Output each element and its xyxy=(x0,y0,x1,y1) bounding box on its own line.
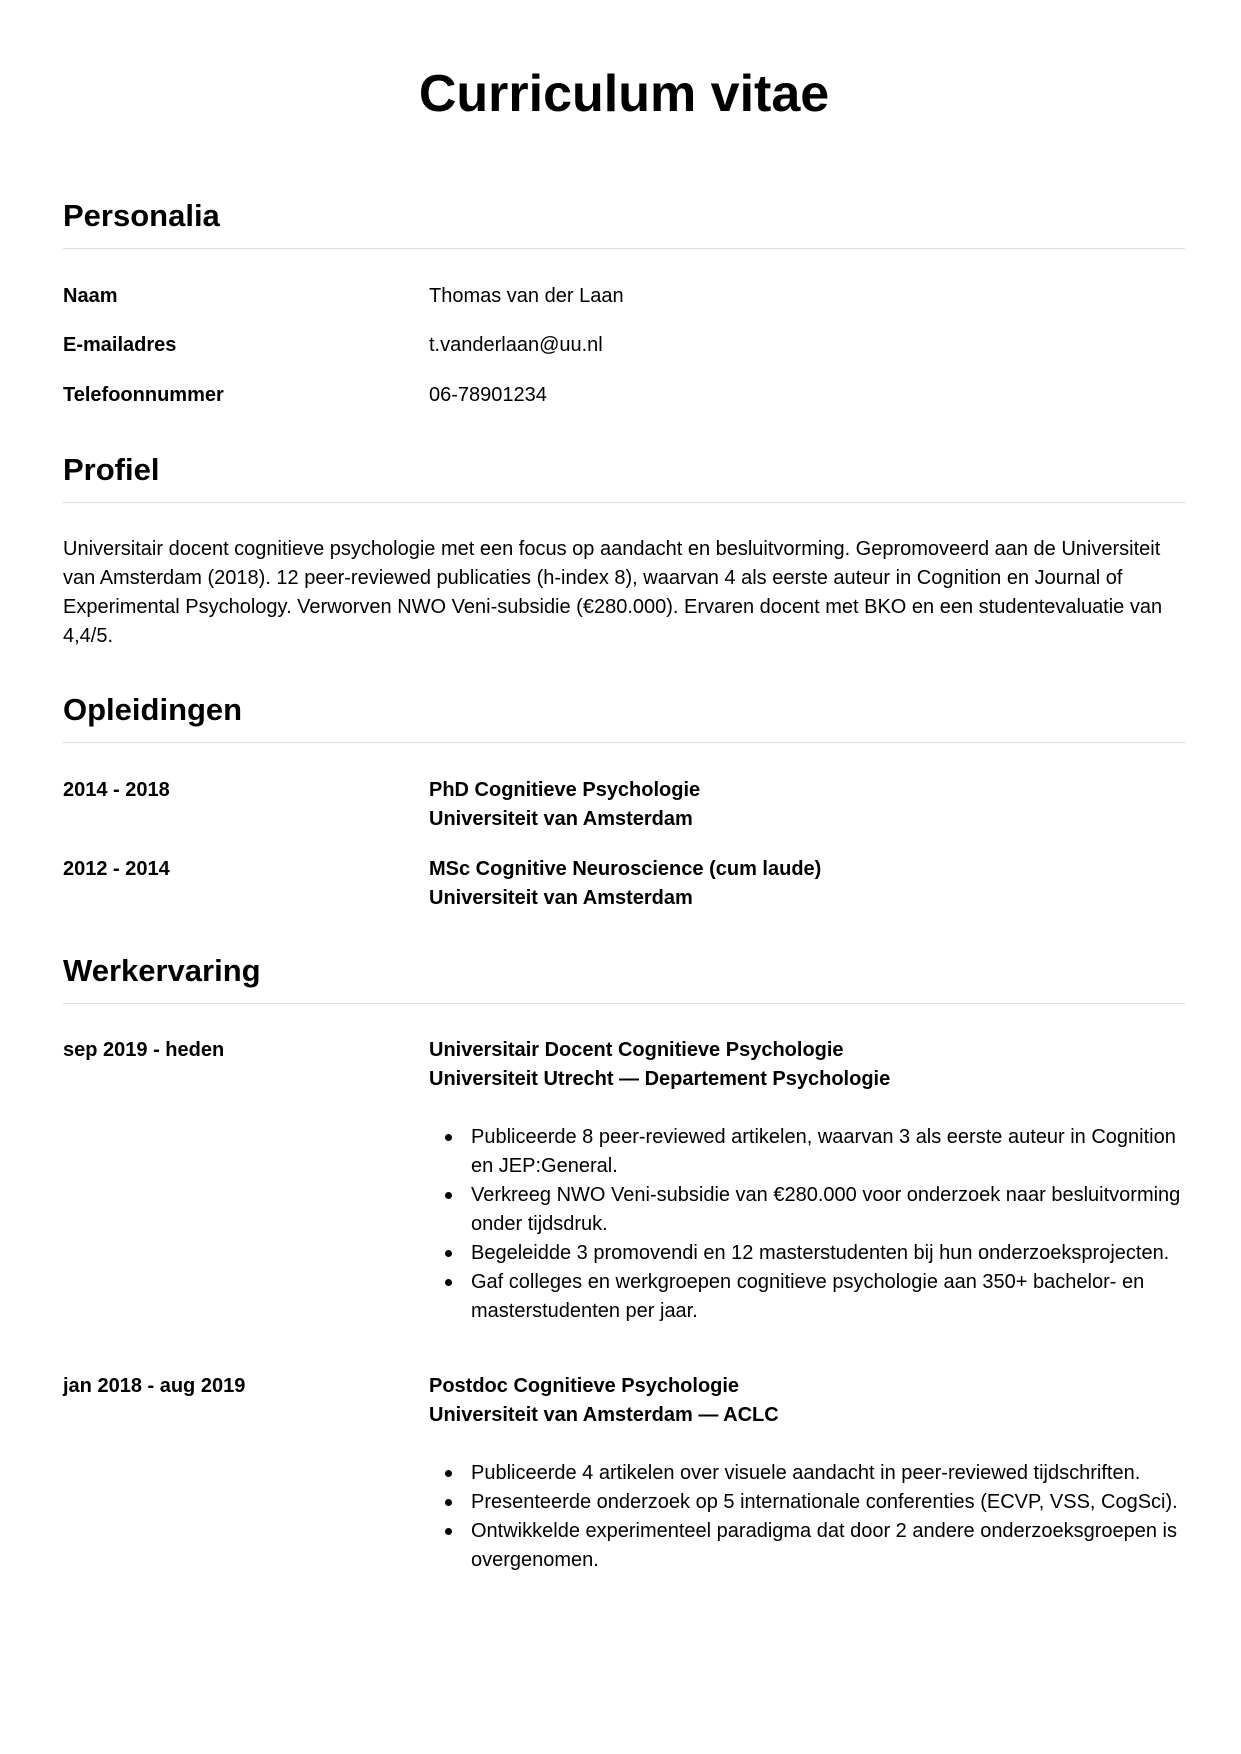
education-details xyxy=(429,776,1185,834)
work-achievement: Publiceerde 4 artikelen over visuele aandacht in peer-reviewed tijdschriften. xyxy=(471,1459,1185,1488)
work-period: sep 2019 - heden xyxy=(63,1039,225,1061)
work-achievement: Begeleidde 3 promovendi en 12 masterstudenten bij hun onderzoeksprojecten. xyxy=(471,1239,1185,1268)
personalia-label: E-mailadres xyxy=(63,334,177,356)
section-profiel xyxy=(63,450,1185,503)
personalia-value: 06-78901234 xyxy=(429,384,547,406)
work-job-title: Postdoc Cognitieve Psychologie xyxy=(429,1375,740,1397)
personalia-label: Naam xyxy=(63,285,118,307)
education-degree: MSc Cognitive Neuroscience (cum laude) xyxy=(429,858,822,880)
work-achievement: Presenteerde onderzoek op 5 internationale conferenties (ECVP, VSS, CogSci). xyxy=(471,1488,1185,1517)
work-employer: Universiteit van Amsterdam — ACLC xyxy=(429,1404,779,1426)
work-achievements-list xyxy=(429,1459,1185,1575)
work-achievement: Gaf colleges en werkgroepen cognitieve psychologie aan 350+ bachelor- en masterstudenten per jaar. xyxy=(471,1268,1185,1326)
work-achievement: Verkreeg NWO Veni-subsidie van €280.000 voor onderzoek naar besluitvorming onder tijdsdruk. xyxy=(471,1181,1185,1239)
document-title: Curriculum vitae xyxy=(418,65,830,123)
section-opleidingen xyxy=(63,690,1185,743)
personalia-value: t.vanderlaan@uu.nl xyxy=(429,334,603,356)
education-institution: Universiteit van Amsterdam xyxy=(429,808,693,830)
section-heading-werkervaring: Werkervaring xyxy=(63,951,1185,1004)
section-heading-profiel: Profiel xyxy=(63,450,1185,503)
personalia-label: Telefoonnummer xyxy=(63,384,224,406)
profile-summary: Universitair docent cognitieve psychologie met een focus op aandacht en besluitvorming. Gepromoveerd aan de Universiteit van Amsterdam (2018). 12 peer-reviewed publicaties (h-index 8), waarvan 4 als eerste auteur in Cognition en Journal of Experimental Psychology. Verworven NWO Veni-subsidie (€280.000). Ervaren docent met BKO en een studentevaluatie van 4,4/5. xyxy=(63,538,1163,647)
education-period: 2012 - 2014 xyxy=(63,858,170,880)
work-job-title: Universitair Docent Cognitieve Psychologie xyxy=(429,1039,844,1061)
section-personalia xyxy=(63,196,1185,249)
education-institution: Universiteit van Amsterdam xyxy=(429,887,693,909)
work-details xyxy=(429,1372,1185,1575)
work-achievement: Publiceerde 8 peer-reviewed artikelen, waarvan 3 als eerste auteur in Cognition en JEP:General. xyxy=(471,1123,1185,1181)
education-period: 2014 - 2018 xyxy=(63,779,170,801)
section-werkervaring xyxy=(63,951,1185,1004)
section-heading-opleidingen: Opleidingen xyxy=(63,690,1185,743)
education-degree: PhD Cognitieve Psychologie xyxy=(429,779,701,801)
education-details xyxy=(429,855,1185,913)
work-employer: Universiteit Utrecht — Departement Psychologie xyxy=(429,1068,891,1090)
work-achievement: Ontwikkelde experimenteel paradigma dat door 2 andere onderzoeksgroepen is overgenomen. xyxy=(471,1517,1185,1575)
work-details xyxy=(429,1036,1185,1326)
personalia-value: Thomas van der Laan xyxy=(429,285,624,307)
work-period: jan 2018 - aug 2019 xyxy=(63,1375,246,1397)
work-achievements-list xyxy=(429,1123,1185,1326)
section-heading-personalia: Personalia xyxy=(63,196,1185,249)
